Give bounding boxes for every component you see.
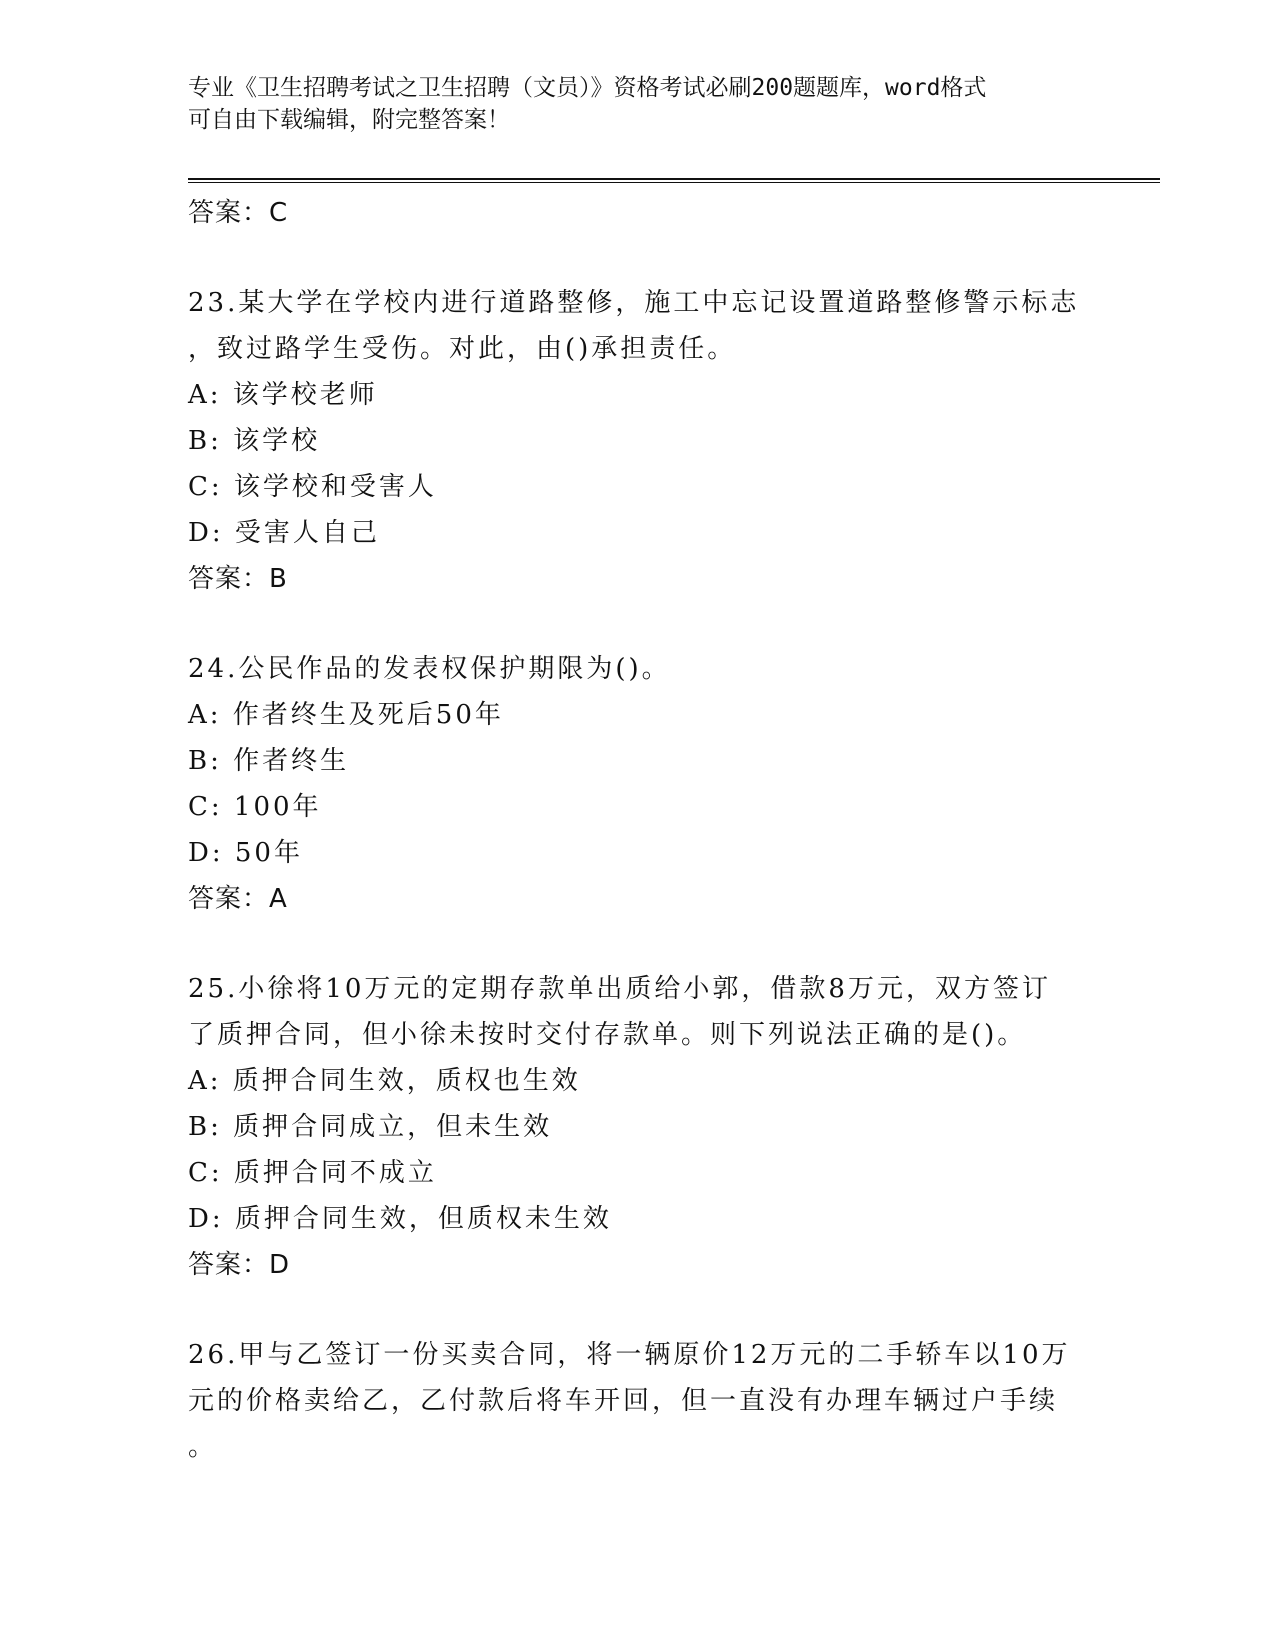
option-c: C: 质押合同不成立 <box>188 1158 437 1188</box>
question-text-line: 。 <box>188 1432 218 1462</box>
option-b: B: 作者终生 <box>188 746 350 776</box>
option-c: C: 该学校和受害人 <box>188 472 437 502</box>
answer-line: 答案：B <box>188 564 288 594</box>
header-line-1: 专业《卫生招聘考试之卫生招聘（文员）》资格考试必刷200题题库，word格式 <box>188 75 987 101</box>
option-b: B: 该学校 <box>188 426 321 456</box>
option-d: D: 50年 <box>188 838 303 868</box>
header-rule <box>188 178 1160 183</box>
question-24 <box>188 646 1088 922</box>
header-line-2: 可自由下载编辑，附完整答案！ <box>188 107 510 133</box>
question-26 <box>188 1332 1088 1470</box>
answer-line: 答案：A <box>188 884 288 914</box>
question-25 <box>188 966 1088 1288</box>
question-text-line: 23.某大学在学校内进行道路整修，施工中忘记设置道路整修警示标志 <box>188 288 1080 318</box>
question-list <box>188 190 1088 1470</box>
option-c: C: 100年 <box>188 792 322 822</box>
question-text-line: ，致过路学生受伤。对此，由()承担责任。 <box>188 334 737 364</box>
spacer <box>188 922 1088 966</box>
question-text-line: 了质押合同，但小徐未按时交付存款单。则下列说法正确的是()。 <box>188 1020 1027 1050</box>
option-a: A: 该学校老师 <box>188 380 378 410</box>
question-text-line: 26.甲与乙签订一份买卖合同，将一辆原价12万元的二手轿车以10万 <box>188 1340 1071 1370</box>
option-d: D: 质押合同生效，但质权未生效 <box>188 1204 612 1234</box>
option-a: A: 作者终生及死后50年 <box>188 700 504 730</box>
answer-line: 答案：D <box>188 1250 291 1280</box>
spacer <box>188 602 1088 646</box>
question-23 <box>188 280 1088 602</box>
question-text-line: 25.小徐将10万元的定期存款单出质给小郭，借款8万元，双方签订 <box>188 974 1051 1004</box>
option-a: A: 质押合同生效，质权也生效 <box>188 1066 581 1096</box>
question-text-line: 24.公民作品的发表权保护期限为()。 <box>188 654 671 684</box>
question-text-line: 元的价格卖给乙，乙付款后将车开回，但一直没有办理车辆过户手续 <box>188 1386 1059 1416</box>
option-b: B: 质押合同成立，但未生效 <box>188 1112 553 1142</box>
spacer <box>188 1288 1088 1332</box>
option-d: D: 受害人自己 <box>188 518 380 548</box>
spacer <box>188 236 1088 280</box>
document-header <box>188 72 1088 136</box>
answer-line: 答案：C <box>188 198 289 228</box>
